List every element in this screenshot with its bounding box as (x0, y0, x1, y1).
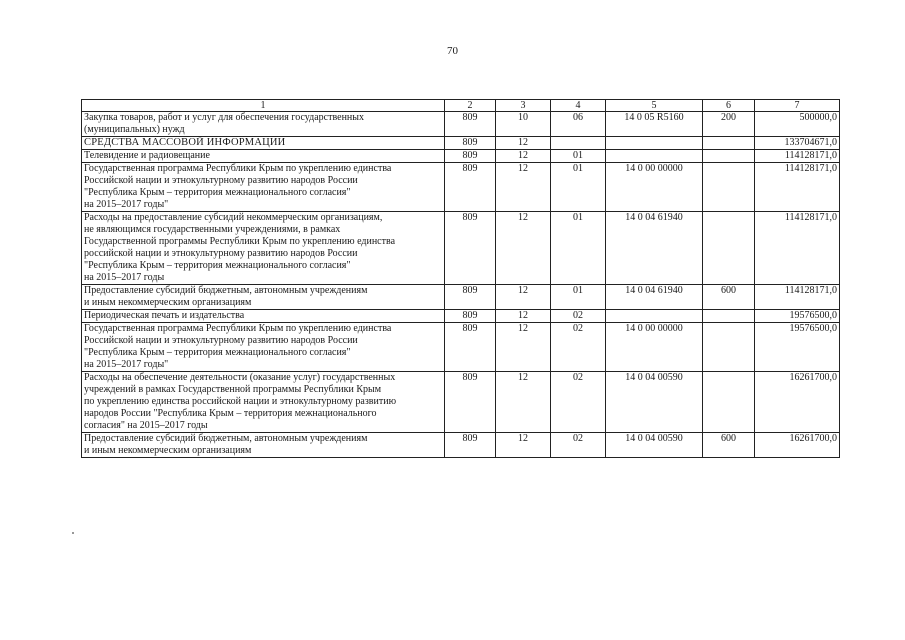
target-article-cell: 14 0 00 00000 (606, 323, 703, 372)
row-name-cell: Государственная программа Республики Крым по укреплению единства Российской нации и этнокультурному развитию народов России "Республика Крым – территория межнационального согласия" на 2015–2017 годы" (82, 163, 445, 212)
expense-type-cell: 200 (703, 112, 755, 137)
amount-cell: 16261700,0 (755, 433, 840, 458)
amount-cell: 16261700,0 (755, 372, 840, 433)
column-header: 5 (606, 100, 703, 112)
table-row (82, 112, 840, 137)
section-cell: 12 (496, 285, 551, 310)
admin-code-cell: 809 (445, 310, 496, 323)
section-cell: 10 (496, 112, 551, 137)
scan-speck (72, 532, 74, 534)
table-row (82, 372, 840, 433)
column-header: 7 (755, 100, 840, 112)
page-number: 70 (447, 45, 458, 57)
target-article-cell: 14 0 04 61940 (606, 212, 703, 285)
subsection-cell (551, 137, 606, 150)
subsection-cell: 02 (551, 323, 606, 372)
target-article-cell (606, 150, 703, 163)
admin-code-cell: 809 (445, 137, 496, 150)
target-article-cell: 14 0 05 R5160 (606, 112, 703, 137)
column-header: 6 (703, 100, 755, 112)
subsection-cell: 06 (551, 112, 606, 137)
admin-code-cell: 809 (445, 212, 496, 285)
subsection-cell: 01 (551, 212, 606, 285)
admin-code-cell: 809 (445, 323, 496, 372)
target-article-cell: 14 0 04 00590 (606, 372, 703, 433)
target-article-cell: 14 0 04 00590 (606, 433, 703, 458)
table-row (82, 150, 840, 163)
amount-cell: 114128171,0 (755, 212, 840, 285)
column-header: 4 (551, 100, 606, 112)
amount-cell: 133704671,0 (755, 137, 840, 150)
admin-code-cell: 809 (445, 163, 496, 212)
expense-type-cell (703, 150, 755, 163)
admin-code-cell: 809 (445, 150, 496, 163)
amount-cell: 19576500,0 (755, 310, 840, 323)
budget-table (81, 99, 840, 458)
row-name-cell: Предоставление субсидий бюджетным, автономным учреждениям и иным некоммерческим организациям (82, 433, 445, 458)
table-row (82, 323, 840, 372)
subsection-cell: 02 (551, 433, 606, 458)
section-cell: 12 (496, 310, 551, 323)
expense-type-cell (703, 323, 755, 372)
row-name-cell: Расходы на предоставление субсидий некоммерческим организациям, не являющимся государственными учреждениями, в рамках Государственной программы Республики Крым по укреплению единства российской нации и этнокультурному развитию народов России "Республика Крым – территория межнационального согласия" на 2015–2017 годы (82, 212, 445, 285)
admin-code-cell: 809 (445, 372, 496, 433)
row-name-cell: Телевидение и радиовещание (82, 150, 445, 163)
admin-code-cell: 809 (445, 112, 496, 137)
section-cell: 12 (496, 137, 551, 150)
row-name-cell: Предоставление субсидий бюджетным, автономным учреждениям и иным некоммерческим организациям (82, 285, 445, 310)
target-article-cell (606, 137, 703, 150)
expense-type-cell (703, 310, 755, 323)
expense-type-cell: 600 (703, 285, 755, 310)
section-cell: 12 (496, 163, 551, 212)
table-header-row (82, 100, 840, 112)
amount-cell: 500000,0 (755, 112, 840, 137)
section-cell: 12 (496, 323, 551, 372)
row-name-cell: Периодическая печать и издательства (82, 310, 445, 323)
row-name-cell: СРЕДСТВА МАССОВОЙ ИНФОРМАЦИИ (82, 137, 445, 150)
admin-code-cell: 809 (445, 433, 496, 458)
subsection-cell: 01 (551, 163, 606, 212)
column-header: 2 (445, 100, 496, 112)
amount-cell: 114128171,0 (755, 150, 840, 163)
section-cell: 12 (496, 433, 551, 458)
table-row (82, 285, 840, 310)
column-header: 3 (496, 100, 551, 112)
amount-cell: 19576500,0 (755, 323, 840, 372)
section-cell: 12 (496, 212, 551, 285)
table-row (82, 433, 840, 458)
table-row (82, 163, 840, 212)
subsection-cell: 02 (551, 372, 606, 433)
section-cell: 12 (496, 150, 551, 163)
table-body (82, 112, 840, 458)
expense-type-cell (703, 137, 755, 150)
row-name-cell: Расходы на обеспечение деятельности (оказание услуг) государственных учреждений в рамках Государственной программы Республики Крым по укреплению единства российской нации и этнокультурному развитию народов России "Республика Крым – территория межнационального согласия" на 2015–2017 годы (82, 372, 445, 433)
expense-type-cell (703, 372, 755, 433)
row-name-cell: Закупка товаров, работ и услуг для обеспечения государственных (муниципальных) нужд (82, 112, 445, 137)
target-article-cell (606, 310, 703, 323)
admin-code-cell: 809 (445, 285, 496, 310)
table-row (82, 137, 840, 150)
subsection-cell: 01 (551, 285, 606, 310)
column-header: 1 (82, 100, 445, 112)
expense-type-cell (703, 212, 755, 285)
table-row (82, 310, 840, 323)
amount-cell: 114128171,0 (755, 285, 840, 310)
target-article-cell: 14 0 04 61940 (606, 285, 703, 310)
amount-cell: 114128171,0 (755, 163, 840, 212)
row-name-cell: Государственная программа Республики Крым по укреплению единства Российской нации и этнокультурному развитию народов России "Республика Крым – территория межнационального согласия" на 2015–2017 годы" (82, 323, 445, 372)
table-row (82, 212, 840, 285)
subsection-cell: 01 (551, 150, 606, 163)
expense-type-cell (703, 163, 755, 212)
section-cell: 12 (496, 372, 551, 433)
target-article-cell: 14 0 00 00000 (606, 163, 703, 212)
subsection-cell: 02 (551, 310, 606, 323)
expense-type-cell: 600 (703, 433, 755, 458)
